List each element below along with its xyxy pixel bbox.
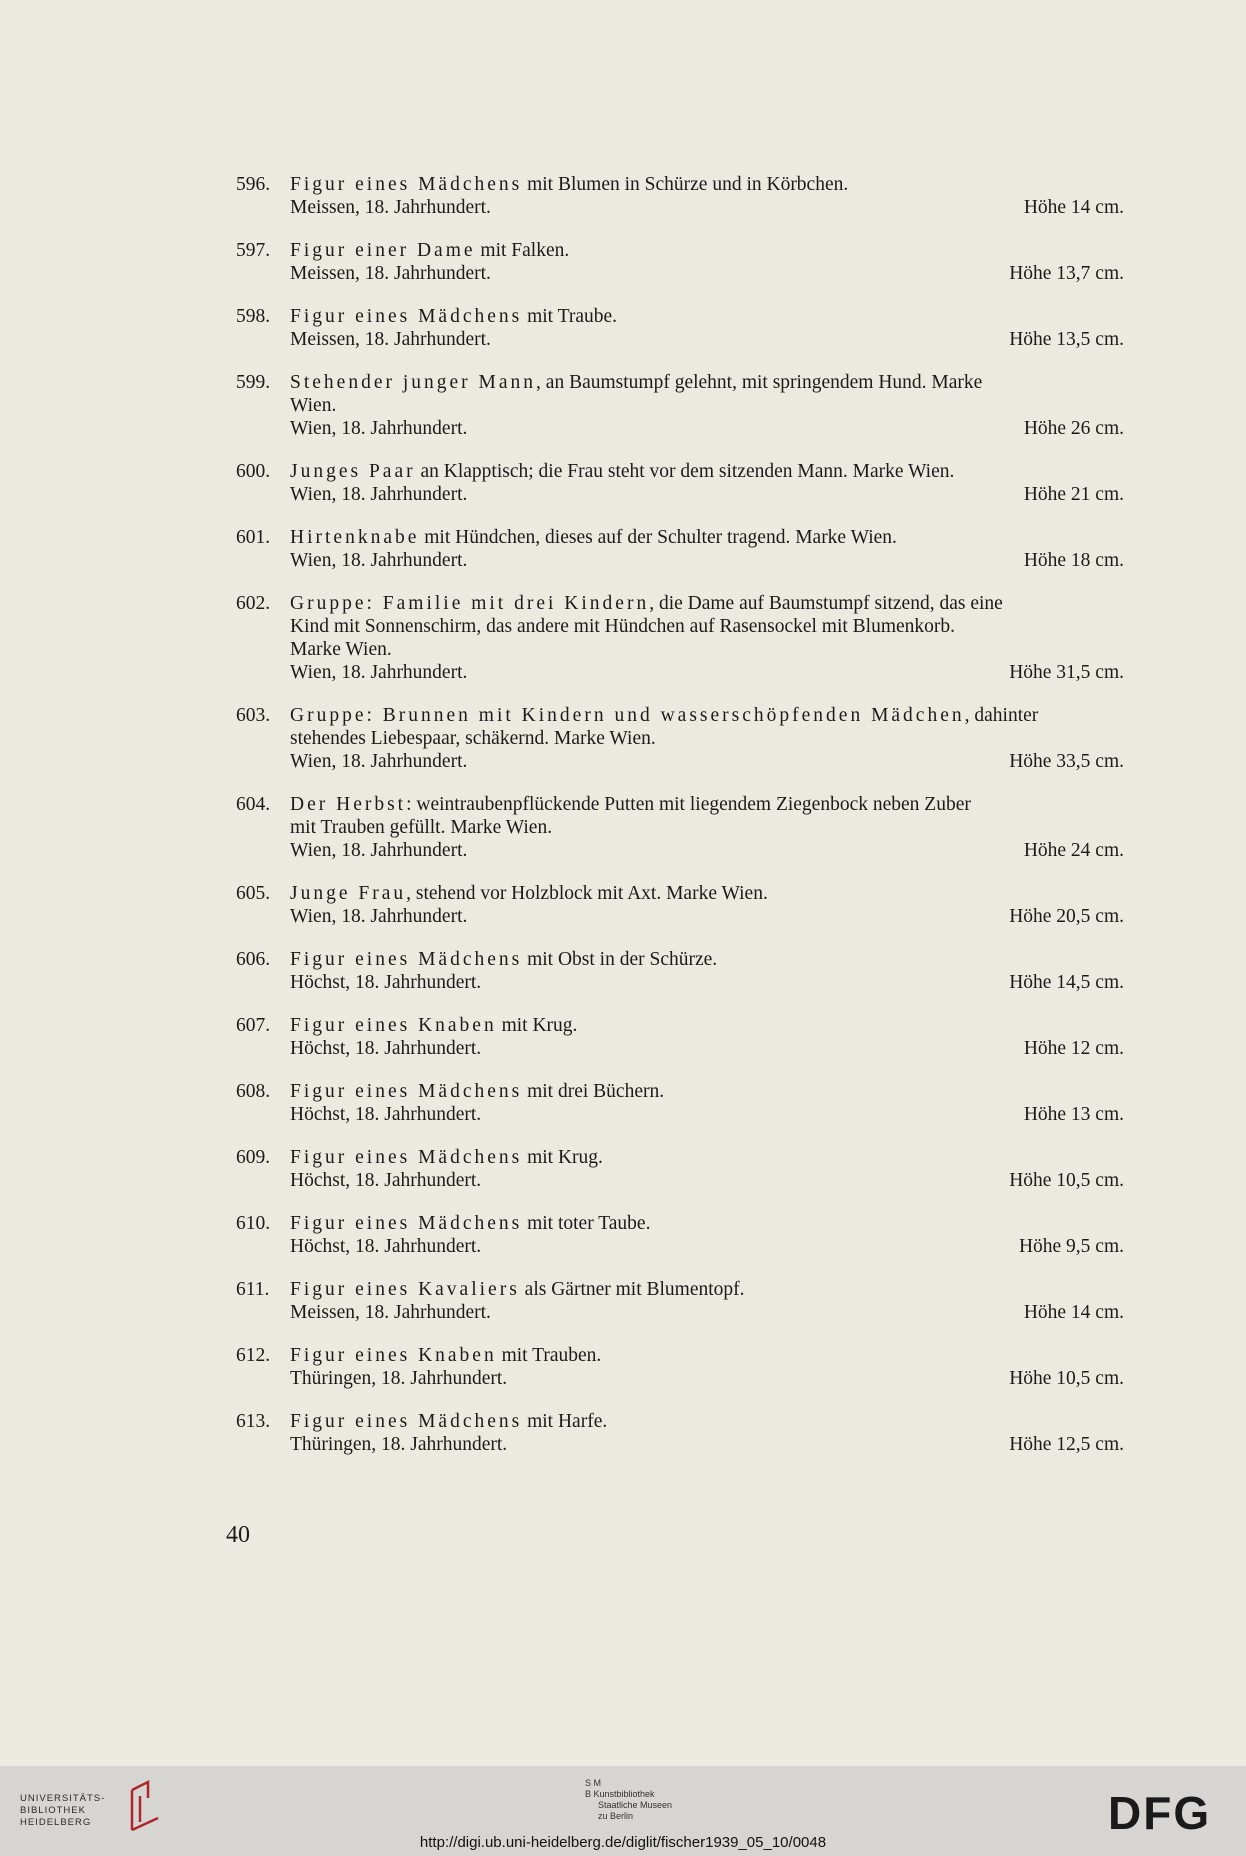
entry-number: 607. [236, 1015, 271, 1036]
catalog-entry [236, 882, 1124, 928]
entry-origin: Meissen, 18. Jahrhundert. [290, 197, 491, 218]
entry-meta-row [236, 750, 1124, 773]
entry-description [236, 1212, 1124, 1235]
entry-meta-row [236, 262, 1124, 285]
entry-origin: Wien, 18. Jahrhundert. [290, 662, 468, 683]
entry-number: 609. [236, 1147, 271, 1168]
entry-description [236, 1080, 1124, 1103]
entry-origin: Wien, 18. Jahrhundert. [290, 751, 468, 772]
entry-title: Junge Frau [290, 883, 407, 904]
entry-detail: , an Baumstumpf gelehnt, mit springendem Hund. Marke [536, 372, 983, 393]
entry-description [236, 882, 1124, 905]
catalog-entry [236, 1080, 1124, 1126]
entry-meta-row [236, 905, 1124, 928]
entry-detail: mit Traube. [522, 306, 618, 327]
entry-detail: , die Dame auf Baumstumpf sitzend, das eine [649, 593, 1003, 614]
entry-origin: Höchst, 18. Jahrhundert. [290, 1236, 482, 1257]
entry-number: 613. [236, 1411, 271, 1432]
entry-description [236, 592, 1124, 615]
entry-detail: , stehend vor Holzblock mit Axt. Marke Wien. [406, 883, 768, 904]
entry-detail: mit Krug. [522, 1147, 603, 1168]
catalog-entry [236, 948, 1124, 994]
entry-number: 610. [236, 1213, 271, 1234]
entry-meta-row [236, 1103, 1124, 1126]
entry-description [236, 793, 1124, 816]
sm-line-1: S M [585, 1778, 602, 1788]
catalog-entry [236, 1410, 1124, 1456]
entry-detail: mit toter Taube. [522, 1213, 651, 1234]
entry-continuation: Kind mit Sonnenschirm, das andere mit Hündchen auf Rasensockel mit Blumenkorb. [290, 616, 956, 637]
entry-continuation: Wien. [290, 395, 337, 416]
catalog-entry [236, 460, 1124, 506]
entry-description [236, 704, 1124, 727]
ub-logo-text-1: UNIVERSITÄTS- [20, 1793, 106, 1804]
entry-number: 602. [236, 593, 271, 614]
entry-meta-row [236, 1169, 1124, 1192]
entry-number: 608. [236, 1081, 271, 1102]
entry-origin: Meissen, 18. Jahrhundert. [290, 1302, 491, 1323]
entry-meta-row [236, 1433, 1124, 1456]
catalog-entries [236, 173, 1124, 1456]
entry-detail: mit Obst in der Schürze. [522, 949, 718, 970]
entry-title: Figur eines Knaben [290, 1015, 497, 1036]
entry-continuation: stehendes Liebespaar, schäkernd. Marke Wien. [290, 728, 656, 749]
sm-kunstbibliothek-logo [585, 1778, 672, 1822]
entry-number: 598. [236, 306, 271, 327]
entry-height: Höhe 13,7 cm. [1009, 263, 1124, 284]
entry-detail: , dahinter [964, 705, 1039, 726]
entry-description [236, 305, 1124, 328]
entry-height: Höhe 31,5 cm. [1009, 662, 1124, 683]
entry-title: Figur eines Mädchens [290, 1081, 523, 1102]
entry-title: Gruppe: Brunnen mit Kindern und wasserschöpfenden Mädchen [290, 705, 965, 726]
entry-description [236, 948, 1124, 971]
catalog-entry [236, 1146, 1124, 1192]
entry-description [236, 1014, 1124, 1037]
entry-description [236, 460, 1124, 483]
entry-meta-row [236, 971, 1124, 994]
page-number: 40 [226, 1522, 250, 1548]
entry-description [236, 1278, 1124, 1301]
entry-detail: mit Hündchen, dieses auf der Schulter tragend. Marke Wien. [419, 527, 897, 548]
entry-height: Höhe 26 cm. [1023, 418, 1124, 439]
entry-origin: Höchst, 18. Jahrhundert. [290, 1038, 482, 1059]
catalog-entry [236, 793, 1124, 862]
entry-meta-row [236, 417, 1124, 440]
entry-height: Höhe 14 cm. [1023, 197, 1124, 218]
entry-meta-row [236, 328, 1124, 351]
entry-number: 612. [236, 1345, 271, 1366]
entry-origin: Wien, 18. Jahrhundert. [290, 484, 468, 505]
entry-detail: mit Harfe. [522, 1411, 608, 1432]
entry-title: Figur eines Knaben [290, 1345, 497, 1366]
entry-description [236, 1410, 1124, 1433]
sm-line-3: Staatliche Museen [598, 1800, 673, 1810]
entry-meta-row [236, 483, 1124, 506]
source-url[interactable]: http://digi.ub.uni-heidelberg.de/diglit/fischer1939_05_10/0048 [419, 1834, 827, 1851]
entry-title: Figur eines Mädchens [290, 1213, 523, 1234]
entry-origin: Höchst, 18. Jahrhundert. [290, 1104, 482, 1125]
entry-origin: Meissen, 18. Jahrhundert. [290, 263, 491, 284]
entry-detail: mit Falken. [475, 240, 570, 261]
entry-height: Höhe 21 cm. [1023, 484, 1124, 505]
sm-line-2: B Kunstbibliothek [585, 1789, 655, 1799]
entry-origin: Thüringen, 18. Jahrhundert. [290, 1434, 508, 1455]
entry-title: Gruppe: Familie mit drei Kindern [290, 593, 650, 614]
entry-meta-row [236, 839, 1124, 862]
entry-height: Höhe 24 cm. [1023, 840, 1124, 861]
entry-title: Figur eines Mädchens [290, 174, 523, 195]
catalog-entry [236, 1014, 1124, 1060]
entry-number: 601. [236, 527, 271, 548]
entry-title: Der Herbst [290, 794, 407, 815]
entry-number: 611. [236, 1279, 270, 1300]
entry-title: Figur eines Mädchens [290, 949, 523, 970]
entry-detail: : weintraubenpflückende Putten mit liegendem Ziegenbock neben Zuber [406, 794, 971, 815]
entry-origin: Wien, 18. Jahrhundert. [290, 550, 468, 571]
ub-logo-text-2: BIBLIOTHEK [20, 1805, 86, 1816]
entry-title: Figur einer Dame [290, 240, 476, 261]
entry-origin: Wien, 18. Jahrhundert. [290, 840, 468, 861]
entry-description [236, 1146, 1124, 1169]
entry-detail: an Klapptisch; die Frau steht vor dem sitzenden Mann. Marke Wien. [415, 461, 955, 482]
entry-title: Stehender junger Mann [290, 372, 537, 393]
catalog-entry [236, 305, 1124, 351]
catalog-entry [236, 1278, 1124, 1324]
entry-meta-row [236, 1037, 1124, 1060]
entry-detail: mit drei Büchern. [522, 1081, 665, 1102]
sm-line-4: zu Berlin [598, 1811, 634, 1821]
entry-origin: Wien, 18. Jahrhundert. [290, 418, 468, 439]
entry-height: Höhe 14,5 cm. [1009, 972, 1124, 993]
entry-height: Höhe 20,5 cm. [1009, 906, 1124, 927]
entry-height: Höhe 12 cm. [1023, 1038, 1124, 1059]
catalog-entry [236, 239, 1124, 285]
entry-origin: Thüringen, 18. Jahrhundert. [290, 1368, 508, 1389]
entry-number: 604. [236, 794, 271, 815]
entry-title: Figur eines Mädchens [290, 1147, 523, 1168]
entry-title: Hirtenknabe [290, 527, 420, 548]
entry-meta-row [236, 661, 1124, 684]
entry-title: Figur eines Mädchens [290, 306, 523, 327]
entry-description [236, 1344, 1124, 1367]
catalog-entry [236, 592, 1124, 684]
entry-description [236, 239, 1124, 262]
entry-title: Figur eines Mädchens [290, 1411, 523, 1432]
catalog-entry [236, 1344, 1124, 1390]
entry-height: Höhe 10,5 cm. [1009, 1368, 1124, 1389]
catalog-entry [236, 173, 1124, 219]
entry-number: 603. [236, 705, 271, 726]
entry-detail: mit Blumen in Schürze und in Körbchen. [522, 174, 849, 195]
entry-origin: Wien, 18. Jahrhundert. [290, 906, 468, 927]
entry-height: Höhe 12,5 cm. [1009, 1434, 1124, 1455]
entry-height: Höhe 13 cm. [1023, 1104, 1124, 1125]
ub-logo-text-3: HEIDELBERG [20, 1817, 92, 1828]
entry-number: 599. [236, 372, 271, 393]
entry-number: 605. [236, 883, 271, 904]
entry-meta-row [236, 196, 1124, 219]
entry-meta-row [236, 1301, 1124, 1324]
entry-detail: mit Trauben. [496, 1345, 602, 1366]
entry-meta-row [236, 549, 1124, 572]
entry-meta-row [236, 1235, 1124, 1258]
entry-description [236, 173, 1124, 196]
entry-number: 606. [236, 949, 271, 970]
entry-meta-row [236, 1367, 1124, 1390]
entry-detail: mit Krug. [496, 1015, 578, 1036]
entry-height: Höhe 13,5 cm. [1009, 329, 1124, 350]
entry-number: 596. [236, 174, 271, 195]
entry-title: Junges Paar [290, 461, 416, 482]
entry-description [236, 371, 1124, 394]
dfg-logo: DFG [1108, 1787, 1212, 1839]
entry-detail: als Gärtner mit Blumentopf. [519, 1279, 745, 1300]
entry-height: Höhe 14 cm. [1023, 1302, 1124, 1323]
entry-height: Höhe 10,5 cm. [1009, 1170, 1124, 1191]
entry-origin: Meissen, 18. Jahrhundert. [290, 329, 491, 350]
entry-height: Höhe 9,5 cm. [1018, 1236, 1124, 1257]
entry-continuation: mit Trauben gefüllt. Marke Wien. [290, 817, 553, 838]
catalog-entry [236, 1212, 1124, 1258]
entry-number: 600. [236, 461, 271, 482]
entry-continuation: Marke Wien. [290, 639, 392, 660]
entry-origin: Höchst, 18. Jahrhundert. [290, 1170, 482, 1191]
catalog-entry [236, 526, 1124, 572]
entry-title: Figur eines Kavaliers [290, 1279, 520, 1300]
entry-description [236, 526, 1124, 549]
entry-height: Höhe 33,5 cm. [1009, 751, 1124, 772]
catalog-entry [236, 371, 1124, 440]
entry-height: Höhe 18 cm. [1023, 550, 1124, 571]
catalog-entry [236, 704, 1124, 773]
entry-number: 597. [236, 240, 271, 261]
entry-origin: Höchst, 18. Jahrhundert. [290, 972, 482, 993]
